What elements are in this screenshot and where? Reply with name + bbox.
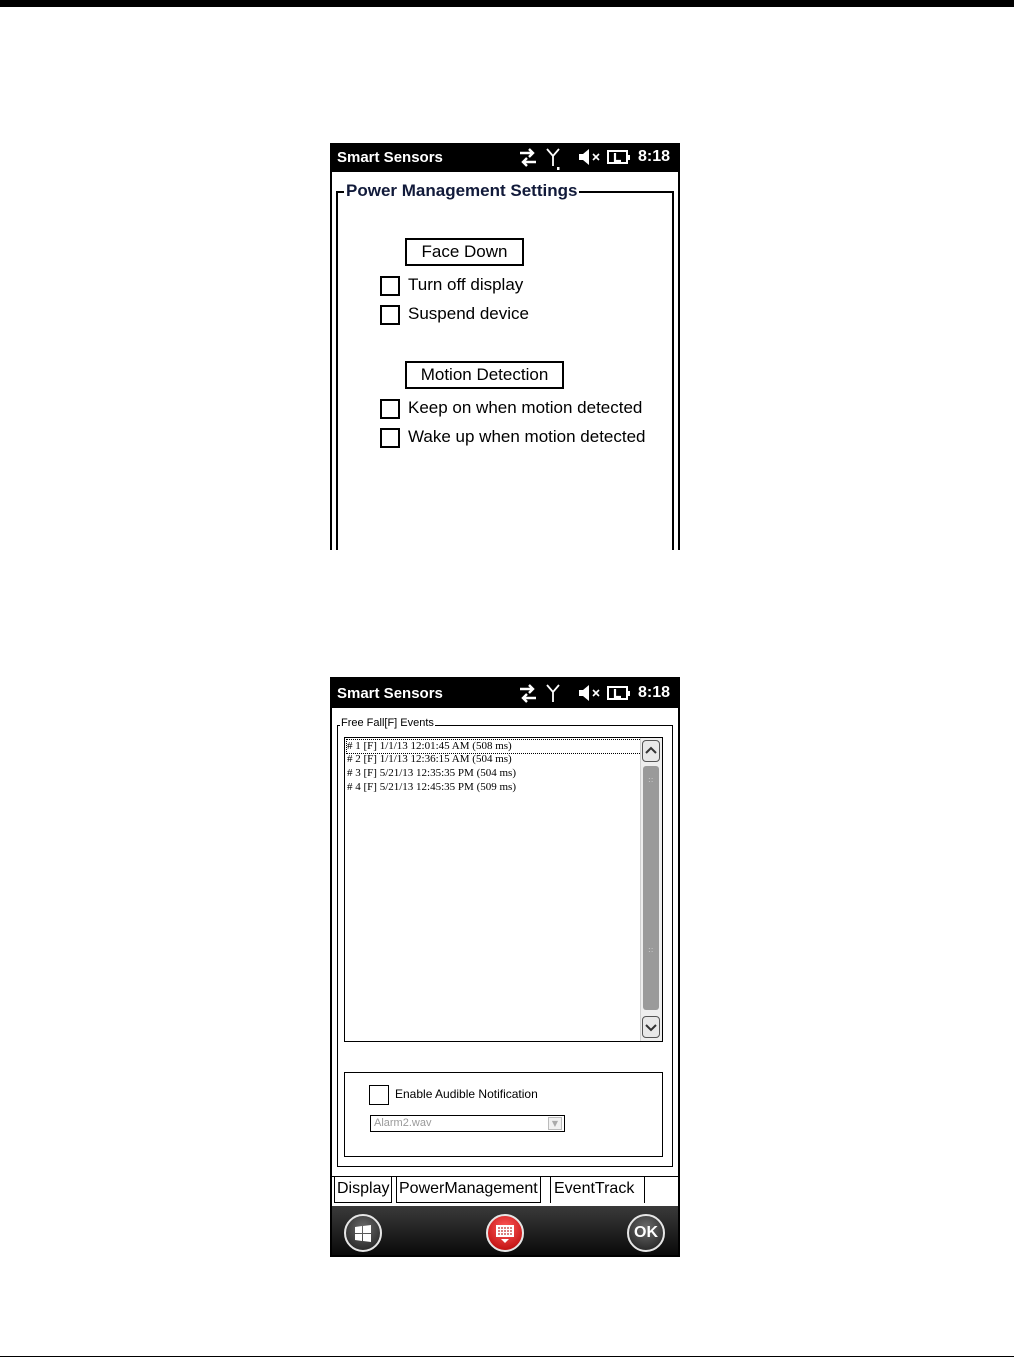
- scroll-up-button[interactable]: [642, 740, 660, 762]
- suspend-device-label: Suspend device: [408, 304, 529, 323]
- suspend-device-checkbox[interactable]: [380, 305, 400, 325]
- event-row[interactable]: # 3 [F] 5/21/13 12:35:35 PM (504 ms): [347, 767, 516, 779]
- status-bar: [332, 679, 678, 708]
- grip-icon: ::: [648, 945, 654, 954]
- battery-charging-icon: [606, 147, 632, 167]
- speaker-muted-icon: [578, 683, 602, 703]
- face-down-heading-label: Face Down: [421, 242, 508, 261]
- keep-on-motion-checkbox[interactable]: [380, 399, 400, 419]
- ok-label: OK: [634, 1224, 658, 1241]
- audible-notification-label: Enable Audible Notification: [395, 1087, 538, 1101]
- turn-off-display-label: Turn off display: [408, 275, 524, 294]
- sound-file-value: Alarm2.wav: [374, 1117, 432, 1129]
- scroll-down-button[interactable]: [642, 1016, 660, 1038]
- motion-detection-heading: [405, 361, 564, 389]
- ok-button[interactable]: [627, 1214, 665, 1252]
- keyboard-icon: [488, 1216, 522, 1250]
- events-list[interactable]: [344, 737, 663, 1042]
- data-sync-icon: [516, 147, 540, 169]
- tab-power-management[interactable]: PowerManagement: [396, 1177, 541, 1203]
- sound-file-select[interactable]: [370, 1115, 565, 1132]
- face-down-heading: [405, 238, 524, 266]
- notification-panel: [344, 1072, 663, 1157]
- wake-up-motion-checkbox[interactable]: [380, 428, 400, 448]
- event-row[interactable]: # 1 [F] 1/1/13 12:01:45 AM (508 ms): [347, 740, 641, 753]
- page-bottom-rule: [0, 1356, 1014, 1357]
- chevron-down-icon: [643, 1017, 659, 1037]
- event-track-screen: [330, 677, 680, 1257]
- tab-display[interactable]: Display: [334, 1177, 392, 1203]
- app-title: Smart Sensors: [337, 685, 443, 702]
- clock: 8:18: [637, 684, 670, 701]
- dropdown-arrow-icon[interactable]: ▼: [548, 1117, 562, 1130]
- battery-charging-icon: [606, 683, 632, 703]
- clock: 8:18: [637, 148, 670, 165]
- tab-event-track[interactable]: EventTrack: [552, 1177, 636, 1203]
- app-title: Smart Sensors: [337, 149, 443, 166]
- page-top-rule: [0, 0, 1014, 7]
- windows-logo-icon: [346, 1216, 380, 1250]
- events-scrollbar[interactable]: [640, 738, 662, 1041]
- power-management-screen: [330, 143, 680, 550]
- wake-up-motion-label: Wake up when motion detected: [408, 427, 646, 446]
- event-row[interactable]: # 4 [F] 5/21/13 12:45:35 PM (509 ms): [347, 781, 516, 793]
- turn-off-display-checkbox[interactable]: [380, 276, 400, 296]
- tab-bar: [332, 1176, 678, 1206]
- grip-icon: ::: [648, 775, 654, 784]
- scroll-thumb[interactable]: [643, 766, 659, 1010]
- status-bar: [332, 143, 678, 172]
- chevron-up-icon: [643, 741, 659, 761]
- signal-antenna-icon: [546, 147, 560, 171]
- event-row[interactable]: # 2 [F] 1/1/13 12:36:15 AM (504 ms): [347, 753, 512, 765]
- start-button[interactable]: [344, 1214, 382, 1252]
- group-title: Power Management Settings: [346, 181, 578, 200]
- events-group-title: Free Fall[F] Events: [341, 717, 434, 729]
- soft-key-bar: [332, 1206, 678, 1255]
- data-sync-icon: [516, 683, 540, 705]
- tab-divider: [550, 1177, 551, 1203]
- keep-on-motion-label: Keep on when motion detected: [408, 398, 643, 417]
- tab-divider: [644, 1177, 645, 1203]
- audible-notification-checkbox[interactable]: [369, 1085, 389, 1105]
- motion-detection-heading-label: Motion Detection: [420, 365, 549, 384]
- signal-antenna-icon: [546, 683, 560, 707]
- speaker-muted-icon: [578, 147, 602, 167]
- keyboard-button[interactable]: [486, 1214, 524, 1252]
